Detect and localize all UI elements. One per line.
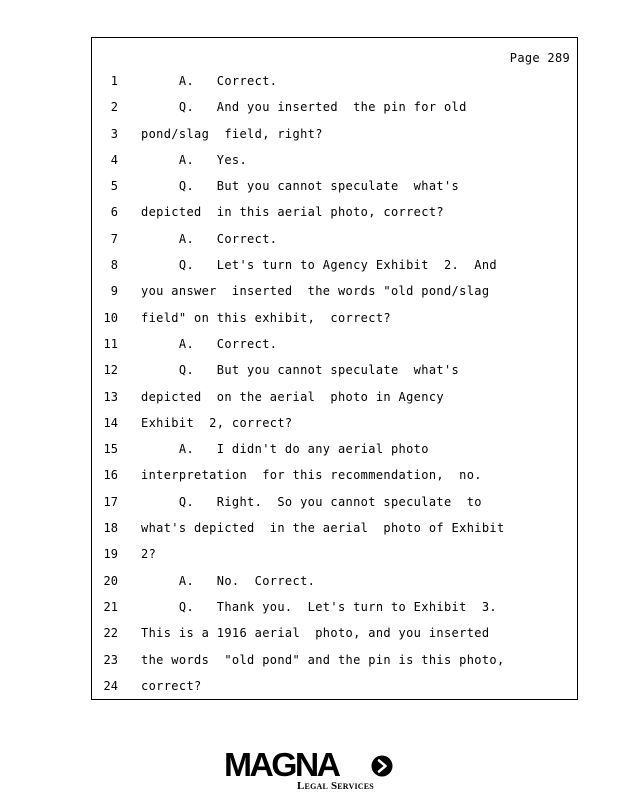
magna-logo (224, 748, 399, 793)
transcript-line (92, 574, 577, 600)
line-number: 21 (103, 599, 118, 614)
line-number: 15 (103, 442, 118, 457)
line-text: interpretation for this recommendation, no. (141, 468, 482, 483)
line-number: 7 (110, 231, 118, 246)
line-text: Q. But you cannot speculate what's (141, 363, 460, 378)
transcript-line (92, 416, 577, 442)
line-text: A. Correct. (141, 231, 278, 246)
line-number: 18 (103, 521, 118, 536)
chevron-right-circle-icon (371, 755, 393, 777)
line-number: 8 (110, 258, 118, 273)
line-text: Q. And you inserted the pin for old (141, 100, 467, 115)
line-number: 13 (103, 389, 118, 404)
transcript-line (92, 337, 577, 363)
line-number: 3 (110, 126, 118, 141)
transcript-line (92, 468, 577, 494)
line-text: A. I didn't do any aerial photo (141, 442, 429, 457)
line-text: depicted in this aerial photo, correct? (141, 205, 444, 220)
transcript-page (91, 37, 578, 700)
line-text: Q. Thank you. Let's turn to Exhibit 3. (141, 599, 498, 614)
line-number: 10 (103, 310, 118, 325)
transcript-line (92, 127, 577, 153)
line-text: Exhibit 2, correct? (141, 415, 293, 430)
transcript-line (92, 232, 577, 258)
line-text: A. Correct. (141, 74, 278, 88)
transcript-line (92, 442, 577, 468)
line-number: 9 (110, 284, 118, 299)
line-text: you answer inserted the words "old pond/slag (141, 284, 490, 299)
line-number: 20 (103, 573, 118, 588)
logo-tagline: Legal Services (297, 780, 374, 792)
line-text: A. Correct. (141, 336, 278, 351)
line-text: Q. But you cannot speculate what's (141, 179, 460, 194)
line-number: 6 (110, 205, 118, 220)
transcript-line (92, 100, 577, 126)
logo-wordmark: MAGNA (224, 746, 339, 783)
page-number-label: Page 289 (509, 51, 570, 65)
transcript-line (92, 547, 577, 573)
line-number: 12 (103, 363, 118, 378)
transcript-line (92, 74, 577, 100)
transcript-line (92, 521, 577, 547)
line-number: 11 (103, 336, 118, 351)
line-number: 4 (110, 152, 118, 167)
transcript-line (92, 311, 577, 337)
line-number: 24 (103, 678, 118, 693)
transcript-line (92, 600, 577, 626)
line-text: correct? (141, 678, 202, 693)
line-number: 19 (103, 547, 118, 562)
line-number: 17 (103, 494, 118, 509)
line-number: 23 (103, 652, 118, 667)
line-number: 16 (103, 468, 118, 483)
transcript-line (92, 626, 577, 652)
line-number: 2 (110, 100, 118, 115)
transcript-line (92, 205, 577, 231)
transcript-line (92, 179, 577, 205)
line-text: pond/slag field, right? (141, 126, 323, 141)
line-text: A. Yes. (141, 152, 248, 167)
line-text: 2? (141, 547, 157, 562)
transcript-line (92, 258, 577, 284)
line-number: 14 (103, 415, 118, 430)
transcript-line (92, 363, 577, 389)
line-text: the words "old pond" and the pin is this photo, (141, 652, 505, 667)
line-number: 1 (110, 74, 118, 88)
line-text: Q. Right. So you cannot speculate to (141, 494, 482, 509)
line-number: 5 (110, 179, 118, 194)
line-text: A. No. Correct. (141, 573, 316, 588)
transcript-lines (92, 74, 577, 705)
transcript-line (92, 495, 577, 521)
transcript-line (92, 153, 577, 179)
transcript-line (92, 390, 577, 416)
line-text: what's depicted in the aerial photo of Exhibit (141, 521, 505, 536)
line-number: 22 (103, 626, 118, 641)
transcript-line (92, 653, 577, 679)
line-text: This is a 1916 aerial photo, and you inserted (141, 626, 490, 641)
transcript-line (92, 284, 577, 310)
transcript-line (92, 679, 577, 705)
line-text: depicted on the aerial photo in Agency (141, 389, 444, 404)
line-text: Q. Let's turn to Agency Exhibit 2. And (141, 258, 498, 273)
line-text: field" on this exhibit, correct? (141, 310, 391, 325)
